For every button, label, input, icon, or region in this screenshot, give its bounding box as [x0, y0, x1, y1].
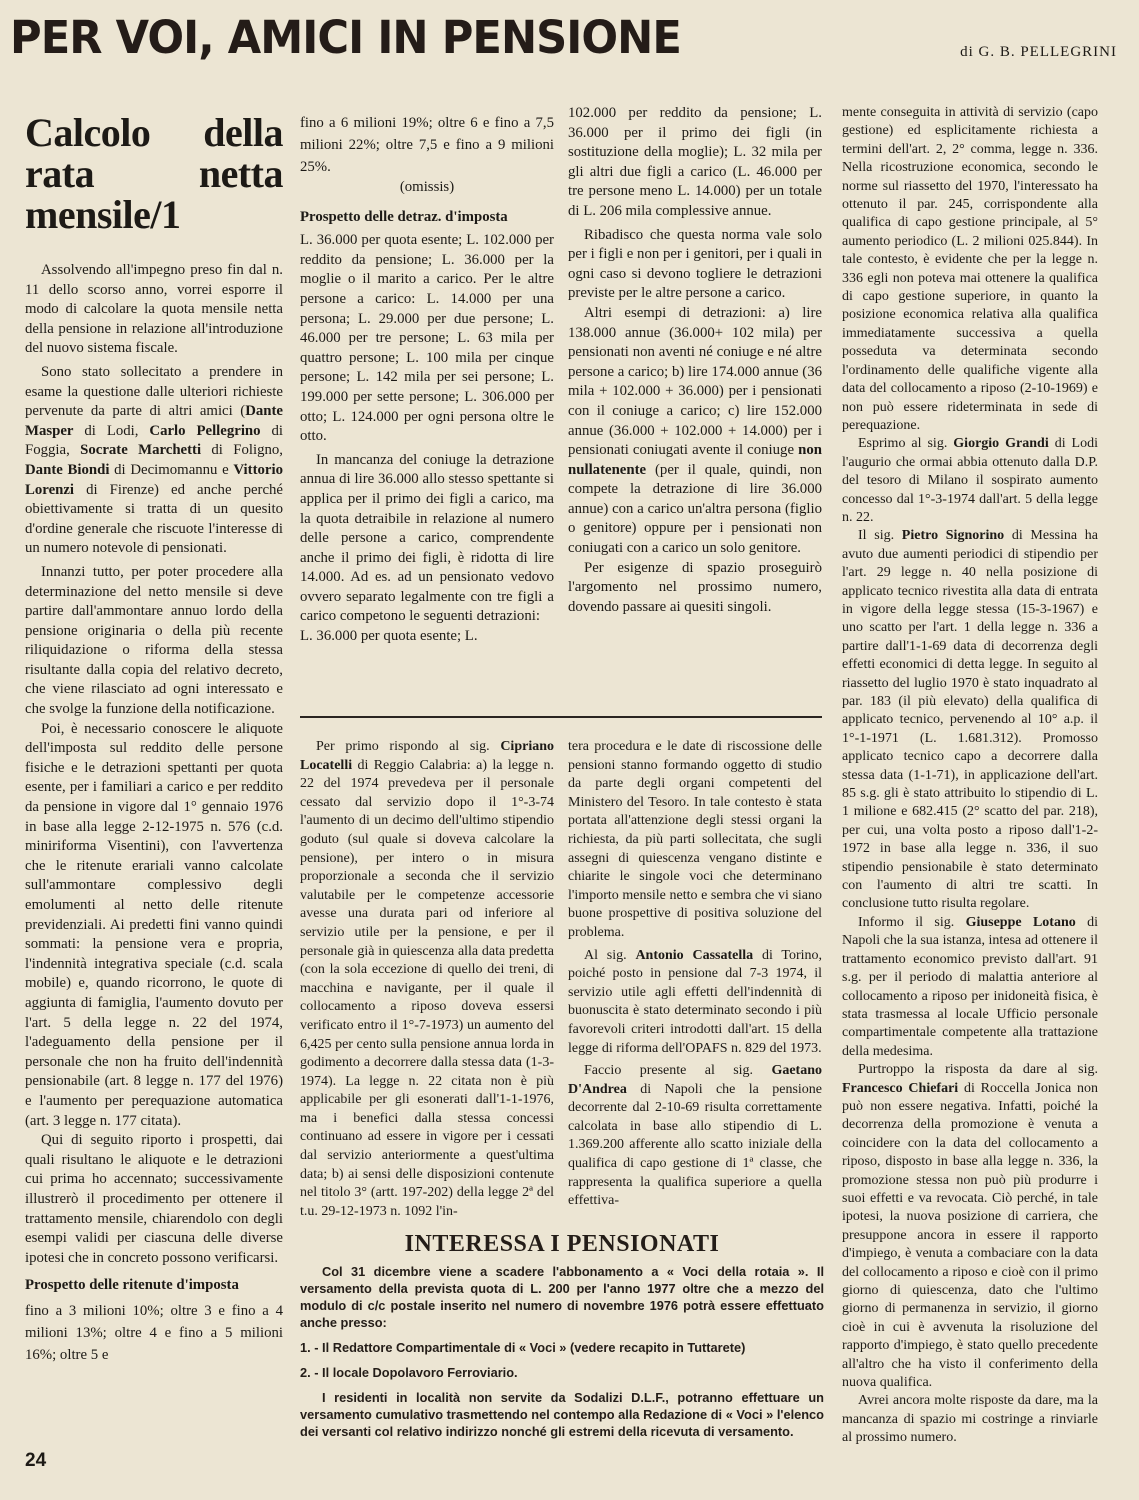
- notice-paragraph: I residenti in località non servite da Sodalizi D.L.F., potranno effettuare un versamento cumulativo trasmettendo nel contempo alla Redazione di « Voci » l'elenco dei versanti col relativo indirizzo nonché gli estremi della ricevuta di versamento.: [300, 1390, 824, 1439]
- paragraph: Sono stato sollecitato a prendere in esame la questione dalle ulteriori richieste pervenute da parte di altri amici (Dante Masper di Lodi, Carlo Pellegrino di Foggia, Socrate Marchetti di Foligno, Dante Biondi di Decimomannu e Vittorio Lorenzi di Firenze) ed anche perché obiettivamente si tratta di un quesito d'ordine generale che riscuote l'interesse di un numero notevole di pensionati.: [25, 363, 283, 557]
- paragraph: Faccio presente al sig. Gaetano D'Andrea di Napoli che la pensione decorrente dal 2-10-69 risulta correttamente calcolata in base allo stipendio di L. 1.369.200 afferente allo scatto iniziale della qualifica di capo gestione di 1ª classe, che rappresenta la qualifica superiore a quella effettiva-: [568, 1063, 822, 1209]
- notice-paragraph: Col 31 dicembre viene a scadere l'abbonamento a « Voci della rotaia ». Il versamento della prevista quota di L. 200 per l'anno 1977 oltre che a mezzo del modulo di c/c postale inserito nel numero di novembre 1976 potrà essere effettuato anche presso:: [300, 1264, 824, 1330]
- person-name: Socrate Marchetti: [80, 442, 202, 459]
- paragraph: Il sig. Pietro Signorino di Messina ha avuto due aumenti periodici di stipendio per l'art. 29 legge n. 40 nella posizione di applicato tecnico rivestita alla data di entrata in vigore della legge stessa (15-3-1967) e uno scatto per l'art. 1 della legge n. 336 a partire dall'1-1-69 data di decorrenza degli effetti economici di detta legge. In seguito al riassetto del luglio 1970 è stato inquadrato al par. 183 (il più elevato) della qualifica di applicato tecnico, pervenendo al 10° a.p. il 1°-1-1971 (L. 1.681.312). Promosso applicato tecnico capo a decorrere dalla stessa data (1-1-71), in applicazione dell'art. 85 s.g. gli è stato attribuito lo stipendio di L. 1 milione e 682.415 (2° scatto del par. 218), per cui, una volta posto a riposo dall'1-2-1972 in base alla legge n. 336, il suo stipendio pensionabile è stato determinato con l'aumento di altri tre scatti. In conclusione tutto risulta regolare.: [842, 528, 1099, 912]
- paragraph: Per esigenze di spazio proseguirò l'argomento nel prossimo numero, dovendo passare ai quesiti singoli.: [568, 559, 822, 615]
- person-name: Antonio Cassatella: [635, 947, 754, 963]
- answers-column-1: [300, 738, 554, 1221]
- person-name: Gaetano D'Andrea: [568, 1063, 822, 1097]
- article-headline: Calcolo della rata netta mensile/1: [25, 110, 283, 237]
- notice-title: INTERESSA I PENSIONATI: [404, 1231, 720, 1257]
- paragraph: Ribadisco che questa norma vale solo per i figli e non per i genitori, per i quali in ogni caso si devono togliere le detrazioni previste per le altre persone a carico.: [568, 226, 822, 302]
- notice-item: 1. - Il Redattore Compartimentale di « Voci » (vedere recapito in Tuttarete): [300, 1340, 746, 1355]
- paragraph: mente conseguita in attività di servizio (capo gestione) ed esplicitamente richiesta a termini dell'art. 2, 2° comma, legge n. 336. Nella ricostruzione economica, secondo le norme sul riassetto del 1970, l'interessato ha ottenuto il par. 245, corrispondente alla qualifica di capo gestione principale, al 5° aumento periodico (L. 2 milioni 025.844). In tale contesto, è evidente che per la legge n. 336 egli non poteva mai ottenere la qualifica di capo gestione superiore, in quanto la posizione economica relativa alla qualifica immediatamente successiva a quella posseduta va determinata secondo l'ordinamento delle qualifiche vigente alla data del collocamento a riposo (2-10-1969) e non può essere rideterminata in sede di perequazione.: [842, 105, 1098, 433]
- paragraph: 102.000 per reddito da pensione; L. 36.000 per il primo dei figli (in sostituzione della moglie); L. 32 mila per gli altri due figli a carico (L. 46.000 per tre persone meno L. 14.000) per un totale di L. 206 mila complessive annue.: [568, 105, 822, 219]
- paragraph: fino a 3 milioni 10%; oltre 3 e fino a 4 milioni 13%; oltre 4 e fino a 5 milioni 16%; oltre 5 e: [25, 1302, 283, 1363]
- paragraph: fino a 6 milioni 19%; oltre 6 e fino a 7,5 milioni 22%; oltre 7,5 e fino a 9 milioni 25%.: [300, 115, 554, 175]
- paragraph: Esprimo al sig. Giorgio Grandi di Lodi l'augurio che ormai abbia ottenuto dalla D.P. del tesoro di Milano il sospirato aumento concesso dal 1°-3-1974 dall'art. 5 della legge n. 22.: [842, 436, 1098, 525]
- author-byline: di G. B. PELLEGRINI: [960, 44, 1117, 60]
- paragraph: Poi, è necessario conoscere le aliquote dell'imposta sul reddito delle persone fisiche e le detrazioni spettanti per quota esente, per i familiari a carico e per reddito da pensione in vigore dal 1° gennaio 1976 in base alla legge 2-12-1975 n. 576 (c.d. miniriforma Visentini), con l'avvertenza che le ritenute erariali vanno calcolate sull'ammontare complessivo degli emolumenti al netto delle ritenute previdenziali. Ai predetti fini vanno quindi sommati: la pensione vera e propria, l'indennità integrativa speciale (c.d. scala mobile) e, quando ricorrono, le quote di aggiunta di famiglia, l'aumento dovuto per l'art. 5 della legge n. 22 del 1974, l'adeguamento della pensione per il personale che non ha fruito dell'indennità pensionabile (art. 8 legge n. 177 del 1976) e l'aumento per perequazione automatica (art. 3 legge n. 177 citata).: [25, 720, 283, 1129]
- paragraph: Informo il sig. Giuseppe Lotano di Napoli che la sua istanza, intesa ad ottenere il trattamento economico previsto dall'art. 91 s.g. per il periodo di malattia anteriore al collocamento a riposo per inidoneità fisica, è stata trasmessa al locale Ufficio personale compartimentale competente alla trattazione della medesima.: [842, 914, 1098, 1059]
- paragraph: L. 36.000 per quota esente; L. 102.000 per reddito da pensione; L. 36.000 per la moglie o il marito a carico. Per le altre persone a carico: L. 14.000 per una persona; L. 29.000 per due persone; L. 46.000 per tre persone; L. 63 mila per quattro persone; L. 100 mila per cinque persone; L. 142 mila per sei persone; L. 199.000 per sette persone; L. 306.000 per otto; L. 124.000 per ogni persona oltre le otto.: [300, 232, 554, 445]
- section-subheading: Prospetto delle ritenute d'imposta: [25, 1277, 239, 1294]
- paragraph: Qui di seguito riporto i prospetti, dai quali risultano le aliquote e le detrazioni cui prima ho accennato; successivamente illustrerò il procedimento per ottenere il trattamento mensile, chiarendolo con degli esempi validi per ciascuna delle diverse ipotesi che in concreto possono verificarsi.: [25, 1132, 283, 1266]
- person-name: Giorgio Grandi: [953, 436, 1049, 452]
- person-name: Cipriano Locatelli: [300, 739, 554, 773]
- emphasis: non nullatenente: [568, 442, 822, 478]
- person-name: Dante Masper: [25, 403, 283, 439]
- page-number: 24: [25, 1450, 47, 1471]
- paragraph: Per primo rispondo al sig. Cipriano Locatelli di Reggio Calabria: a) la legge n. 22 del 1974 prevedeva per il personale cessato dal servizio dopo il 1°-3-74 l'aumento di un decimo dell'ultimo stipendio goduto (sul quale si doveva calcolare la pensione), per intero o in misura proporzionale a seconda che il servizio valutabile per le competenze accessorie avesse una durata pari od inferiore al servizio utile per la pensione, e per il personale già in quiescenza alla data predetta (con la sola eccezione di quello dei treni, di macchina e navigante, per il quale il collocamento a riposo doveva essersi verificato entro il 1°-7-1973) un aumento del 6,425 per cento sulla pensione annua lorda in godimento a decorrere dalla stessa data (1-3-1974). La legge n. 22 citata non è più applicabile per gli esonerati dall'1-1-1976, ma i benefici dalla stessa concessi continuano ad essere in vigore per i cessati dal servizio anteriormente a quest'ultima data; b) ai sensi delle disposizioni contenute nel titolo 3° (artt. 197-202) della legge 2ª del t.u. 29-12-1973 n. 1092 l'in-: [300, 739, 554, 1219]
- person-name: Carlo Pellegrino: [149, 422, 261, 439]
- article-column-1: [25, 112, 283, 1366]
- paragraph: Al sig. Antonio Cassatella di Torino, poiché posto in pensione dal 7-3 1974, il servizio utile agli effetti dell'indennità di buonuscita è stato determinato secondo i più favorevoli criteri introdotti dall'art. 15 della legge di riforma dell'OPAFS n. 829 del 1973.: [568, 947, 822, 1056]
- paragraph: Purtroppo la risposta da dare al sig. Francesco Chiefari di Roccella Jonica non può non essere negativa. Infatti, poiché la decorrenza della promozione è venuta a coincidere con la data del collocamento a riposo, disposto in base alla legge n. 336, la promozione stessa non può più produrre i suoi effetti e va revocata. Ciò perché, in tale ipotesi, la nuova posizione di carriera, che presuppone ancora in essere il rapporto d'impiego, è venuta a combaciare con la data del collocamento a riposo e cioè con il primo giorno di quiescenza, dato che l'ultimo giorno di permanenza in servizio, il giorno cioè in cui è avvenuta la risoluzione del rapporto d'impiego, è stato quello precedente all'altro che ha visto il conferimento della nuova qualifica.: [842, 1062, 1098, 1391]
- paragraph: Assolvendo all'impegno preso fin dal n. 11 dello scorso anno, vorrei esporre il modo di calcolare la quota mensile netta della pensione in relazione all'introduzione del nuovo sistema fiscale.: [25, 262, 283, 357]
- person-name: Dante Biondi: [25, 461, 110, 478]
- section-masthead: PER VOI, AMICI IN PENSIONE: [10, 11, 681, 64]
- paragraph: tera procedura e le date di riscossione delle pensioni stanno formando oggetto di studio da parte degli organi competenti del Ministero del Tesoro. In tale contesto è stata portata all'attenzione degli stessi organi la richiesta, da più parti sollecitata, che sugli assegni di quiescenza vengano distinte e chiarite le singole voci che determinano l'importo mensile netto e sembra che vi siano buone prospettive di positiva soluzione del problema.: [568, 739, 822, 940]
- paragraph: Avrei ancora molte risposte da dare, ma la mancanza di spazio mi costringe a rinviarle al prossimo numero.: [842, 1393, 1098, 1446]
- article-column-2: [300, 112, 554, 647]
- paragraph: Innanzi tutto, per poter procedere alla determinazione del netto mensile si deve partire dall'ammontare annuo lordo della pensione originaria o della più recente riliquidazione o riforma della stessa risultante dalla copia del relativo decreto, che viene rilasciato ad ogni interessato e che svolge la funzione della notificazione.: [25, 563, 283, 718]
- subscription-notice: [300, 1231, 824, 1440]
- answers-column-3: [842, 104, 1098, 1448]
- notice-item: 2. - Il locale Dopolavoro Ferroviario.: [300, 1365, 518, 1380]
- omissis-note: (omissis): [399, 179, 455, 195]
- person-name: Pietro Signorino: [901, 528, 1005, 544]
- person-name: Giuseppe Lotano: [965, 914, 1076, 930]
- answers-column-2: [568, 738, 822, 1211]
- person-name: Vittorio Lorenzi: [25, 461, 283, 498]
- paragraph: L. 36.000 per quota esente; L.: [300, 628, 478, 645]
- section-divider: [300, 716, 822, 718]
- paragraph: Altri esempi di detrazioni: a) lire 138.000 annue (36.000+ 102 mila) per pensionati non aventi né coniuge e né altre persone a carico; b) lire 174.000 annue (36 mila + 102.000 + 36.000) per i pensionati con il coniuge a carico; c) lire 152.000 annue (36.000 + 102.000 + 14.000) per i pensionati coniugati avente il coniuge non nullatenente (per il quale, quindi, non compete la detrazione di lire 36.000 annue) con a carico un'altra persona (figlio o genitore) oppure per i pensionati non coniugati con a carico un solo genitore.: [568, 304, 822, 557]
- section-subheading: Prospetto delle detraz. d'imposta: [300, 208, 508, 225]
- article-column-3: [568, 104, 822, 617]
- paragraph: In mancanza del coniuge la detrazione annua di lire 36.000 allo stesso spettante si applica per il primo dei figli a carico, ma la quota detraibile in relazione al numero delle persone a carico, comprendente anche il primo dei figli, è ridotta di lire 14.000. Ad es. ad un pensionato vedovo ovvero separato legalmente con tre figli a carico competono le seguenti detrazioni:: [300, 451, 554, 625]
- person-name: Francesco Chiefari: [842, 1080, 959, 1096]
